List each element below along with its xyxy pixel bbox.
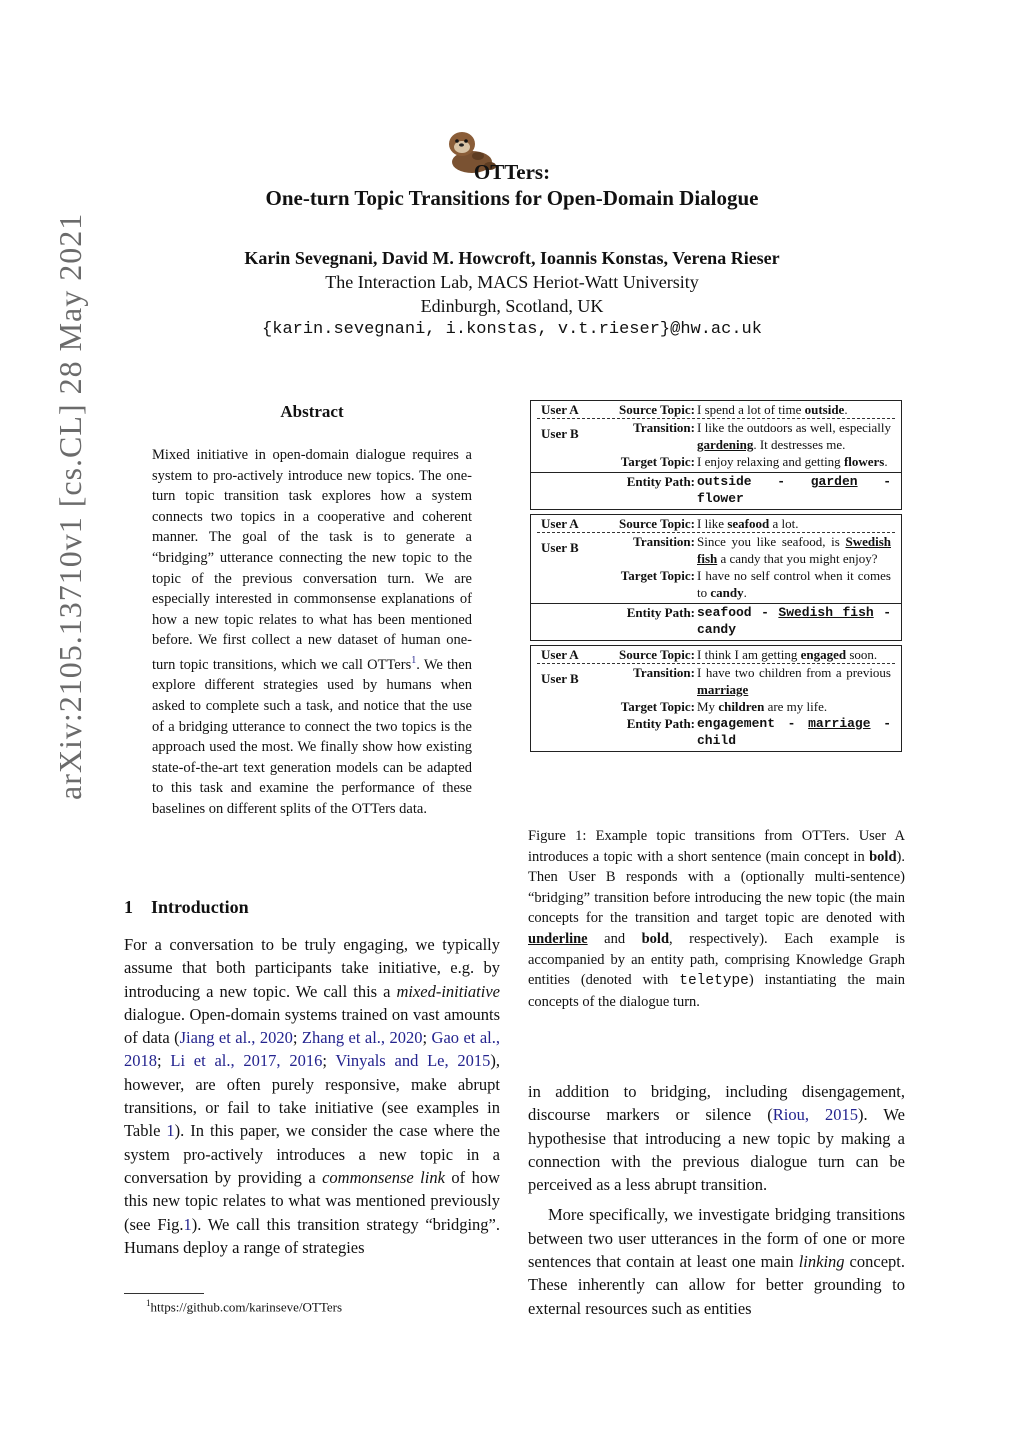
paper-title-line2: One-turn Topic Transitions for Open-Domain Dialogue <box>265 186 759 210</box>
intro-paragraph: For a conversation to be truly engaging, we typically assume that both participants take initiative, e.g. by introducing a new topic. We call this a mixed-initiative dialogue. Open-domain systems trained on vast amounts of data (Jiang et al., 2020; Zhang et al., 2020; Gao et al., 2018; Li et al., 2017, 2016; Vinyals and Le, 2015), however, are often purely responsive, make abrupt transitions, or fail to take initiative (see examples in Table 1). In this paper, we consider the case where the system pro-actively introduces a new topic in a conversation by providing a commonsense link of how this new topic relates to what was mentioned previously (see Fig.1). We call this transition strategy “bridging”. Humans deploy a range of strategies <box>124 935 501 1257</box>
authors: Karin Sevegnani, David M. Howcroft, Ioannis Konstas, Verena Rieser <box>244 248 780 268</box>
right-paragraph-2: More specifically, we investigate bridging transitions between two user utterances in the form of one or more sentences that contain at least one main linking concept. These inherently can allow for better grounding to external resources such as entities <box>528 1205 905 1318</box>
cite-li[interactable]: Li et al., 2017, 2016 <box>170 1051 323 1071</box>
abstract-body: Mixed initiative in open-domain dialogue requires a system to pro-actively introduce new topics. The one-turn topic transition task explores how a system connects two topics in a cooperative and coherent manner. The goal of the task is to generate a “bridging” utterance connecting the new topic to the topic of the previous conversation turn. We are especially interested in commonsense explanations of how a new topic relates to what has been mentioned before. We first collect a new dataset of human one-turn topic transitions, which we call OTTers$^1$. We then explore different strategies used by humans when asked to complete such a task, and notice that the use of a bridging utterance to connect the two topics is the approach used the most. We finally show how existing state-of-the-art text generation models can be adapted to this task and examine the performance of these baselines on different splits of the OTTers data. <box>152 447 472 817</box>
footnote-link[interactable]: https://github.com/karinseve/OTTers <box>150 1299 343 1315</box>
cite-riou[interactable]: Riou, 2015 <box>772 1105 859 1125</box>
affiliation-lab: The Interaction Lab, MACS Heriot-Watt University <box>325 272 699 292</box>
footnote-mark: 1 <box>411 654 417 666</box>
table-ref[interactable]: 1 <box>166 1121 175 1141</box>
figure-1 <box>530 400 902 756</box>
intro-heading: 1 Introduction <box>124 897 249 917</box>
arxiv-side-label: arXiv:2105.13710v1 [cs.CL] 28 May 2021 <box>52 212 88 800</box>
affiliation-location: Edinburgh, Scotland, UK <box>420 296 604 316</box>
cite-vinyals[interactable]: Vinyals and Le, 2015 <box>335 1051 491 1071</box>
figure-caption: Figure 1: Example topic transitions from OTTers. User A introduces a topic with a short sentence (main concept in bold). Then User B responds with a (optionally multi-sentence) “bridging” transition before introducing the new topic (the main concepts for the transition and target topic are denoted with underline and bold, respectively). Each example is accompanied by an entity path, comprising Knowledge Graph entities (denoted with teletype) instantiating the main concepts of the dialogue turn. <box>528 828 905 1010</box>
right-paragraph-1: in addition to bridging, including disengagement, discourse markers or silence (Riou, 2015). We hypothesise that introducing a new topic by making a connection with the previous dialogue turn can be perceived as a less abrupt transition. <box>528 1082 905 1195</box>
cite-jiang[interactable]: Jiang et al., 2020 <box>179 1028 293 1048</box>
figure-example-1: User A Source Topic: I spend a lot of time outside. User B Transition: I like the outdoors as well, especially gardening. It destresses me. Target Topic: I enjoy relaxing and getting flowers. Entity Path: outside - garden - flower <box>530 400 902 510</box>
figure-example-3: User A Source Topic: I think I am getting engaged soon. User B Transition: I have two children from a previous marriage Target Topic: My children are my life. Entity Path: engagement - marriage - child <box>530 645 902 752</box>
paper-title-line1: OTTers: <box>473 160 551 184</box>
author-emails: {karin.sevegnani, i.konstas, v.t.rieser}@hw.ac.uk <box>262 320 762 339</box>
right-column-text <box>528 1080 905 1320</box>
cite-gao[interactable]: Gao et al., 2018 <box>124 1028 500 1071</box>
figure-example-2: User A Source Topic: I like seafood a lot. User B Transition: Since you like seafood, is Swedish fish a candy that you might enjoy? Target Topic: I have no self control when it comes to candy. Entity Path: seafood - Swedish fish - candy <box>530 514 902 641</box>
figure-ref[interactable]: 1 <box>183 1214 192 1234</box>
abstract-heading: Abstract <box>280 402 344 421</box>
footnote: $^1$https://github.com/karinseve/OTTers <box>146 1298 343 1315</box>
footnote-rule <box>124 1293 204 1294</box>
cite-zhang[interactable]: Zhang et al., 2020 <box>301 1028 423 1048</box>
